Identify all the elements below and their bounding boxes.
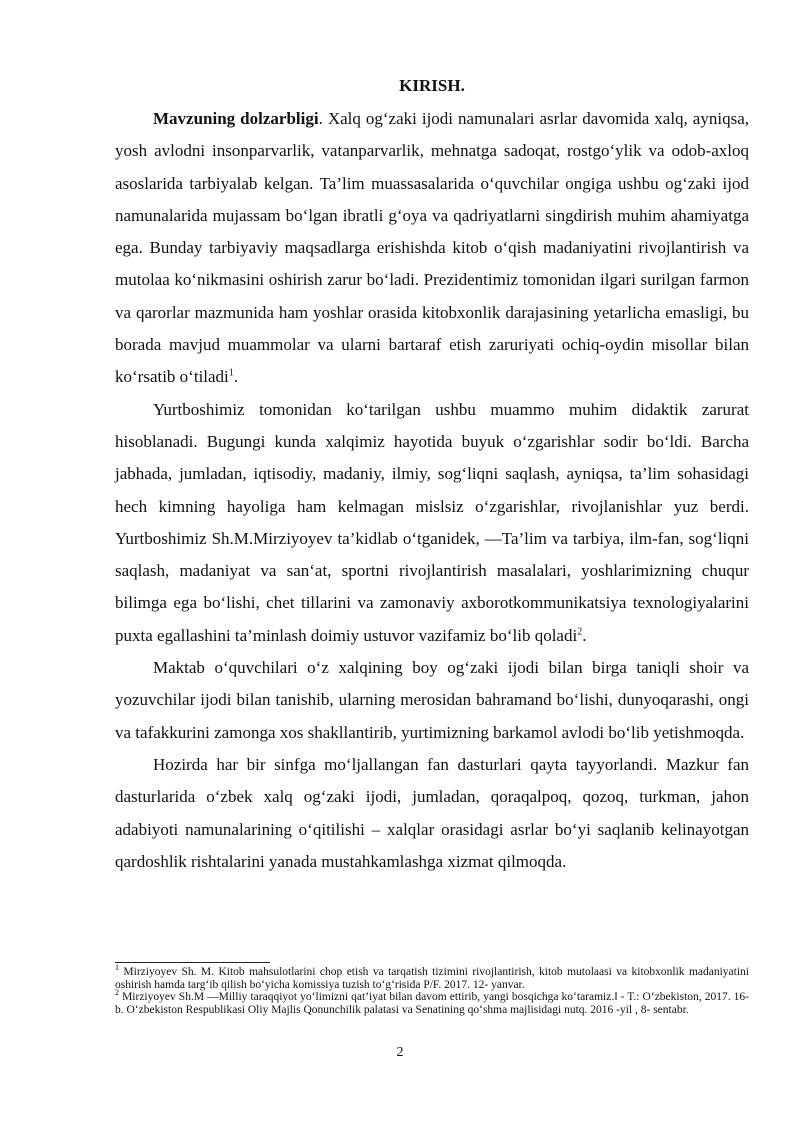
paragraph-tail: .	[233, 367, 239, 387]
footnote-text: Mirziyoyev Sh.M ―Milliy taraqqiyot yo‘limizni qat’iyat bilan davom ettirib, yangi bosqichga ko‘taramiz.‖ - T.: O‘zbekiston, 2017. 16-b. O‘zbekiston Respublikasi Oliy Majlis Qonunchilik palatasi va Senatining qo‘shma majlisidagi nutq. 2016 -yil , 8- sentabr.	[115, 991, 749, 1016]
paragraph-lead: Mavzuning dolzarbligi	[153, 109, 319, 128]
footnote-1	[115, 963, 749, 991]
footnote-ref[interactable]: 2	[577, 626, 583, 638]
section-title: KIRISH.	[399, 76, 465, 95]
paragraph-tail: .	[582, 625, 587, 645]
paragraph-4	[115, 749, 749, 878]
footnote-text: Mirziyoyev Sh. M. Kitob mahsulotlarini chop etish va tarqatish tizimini rivojlantirish, kitob mutolaasi va kitobxonlik madaniyatini oshirish hamda targ‘ib qilish bo‘yicha komissiya tuzish to‘g‘risida P/F. 2017. 12- yanvar.	[115, 966, 749, 991]
paragraph-text: . Xalq og‘zaki ijodi namunalari asrlar davomida xalq, ayniqsa, yosh avlodni insonparvarlik, vatanparvarlik, mehnatga sadoqat, rostgo‘ylik va odob-axloq asoslarida tarbiyalab kelgan. Ta’lim muassasalarida o‘quvchilar ongiga ushbu og‘zaki ijod namunalarida mujassam bo‘lgan ibratli g‘oya va qadriyatlarni singdirish muhim ahamiyatga ega. Bunday tarbiyaviy maqsadlarga erishishda kitob o‘qish madaniyatini rivojlantirish va mutolaa ko‘nikmasini oshirish zarur bo‘ladi. Prezidentimiz tomonidan ilgari surilgan farmon va qarorlar mazmunida ham yoshlar orasida kitobxonlik darajasining yetarlicha emasligi, bu borada mavjud muammolar va ularni bartaraf etish zaruriyati ochiq-oydin misollar bilan ko‘rsatib o‘tiladi	[115, 109, 749, 387]
paragraph-1	[115, 103, 749, 394]
footnote-mark: 2	[115, 988, 119, 998]
paragraph-2	[115, 394, 749, 652]
paragraph-3	[115, 652, 749, 749]
footnote-mark: 1	[115, 963, 119, 973]
footnotes	[115, 963, 749, 1016]
footnote-separator	[115, 962, 270, 963]
footnote-2	[115, 988, 749, 1016]
body-text	[115, 103, 749, 878]
paragraph-text: Maktab o‘quvchilari o‘z xalqining boy og‘zaki ijodi bilan birga taniqli shoir va yozuvchilar ijodi bilan tanishib, ularning merosidan bahramand bo‘lishi, dunyoqarashi, ongi va tafakkurini zamonga xos shakllantirib, yurtimizning barkamol avlodi bo‘lib yetishmoqda.	[115, 658, 749, 742]
footnote-ref[interactable]: 1	[228, 367, 234, 379]
paragraph-text: Yurtboshimiz tomonidan ko‘tarilgan ushbu muammo muhim didaktik zarurat hisoblanadi. Bugungi kunda xalqimiz hayotida buyuk o‘zgarishlar sodir bo‘ldi. Barcha jabhada, jumladan, iqtisodiy, madaniy, ilmiy, sog‘liqni saqlash, ayniqsa, ta’lim sohasidagi hech kimning hayoliga ham kelmagan mislsiz o‘zgarishlar, rivojlanishlar yuz berdi. Yurtboshimiz Sh.M.Mirziyoyev ta’kidlab o‘tganidek, ―Ta’lim va tarbiya, ilm-fan, sog‘liqni saqlash, madaniyat va san‘at, sportni rivojlantirish masalalari, yoshlarimizning chuqur bilimga ega bo‘lishi, chet tillarini va zamonaviy axborotkommunikatsiya texnologiyalarini puxta egallashini ta’minlash doimiy ustuvor vazifamiz bo‘lib qoladi	[115, 399, 749, 645]
paragraph-text: Hozirda har bir sinfga mo‘ljallangan fan dasturlari qayta tayyorlandi. Mazkur fan dasturlarida o‘zbek xalq og‘zaki ijodi, jumladan, qoraqalpoq, qozoq, turkman, jahon adabiyoti namunalarining o‘qitilishi – xalqlar orasidagi asrlar bo‘yi saqlanib kelinayotgan qardoshlik rishtalarini yanada mustahkamlashga xizmat qilmoqda.	[115, 754, 749, 871]
page-number: 2	[396, 1045, 404, 1060]
